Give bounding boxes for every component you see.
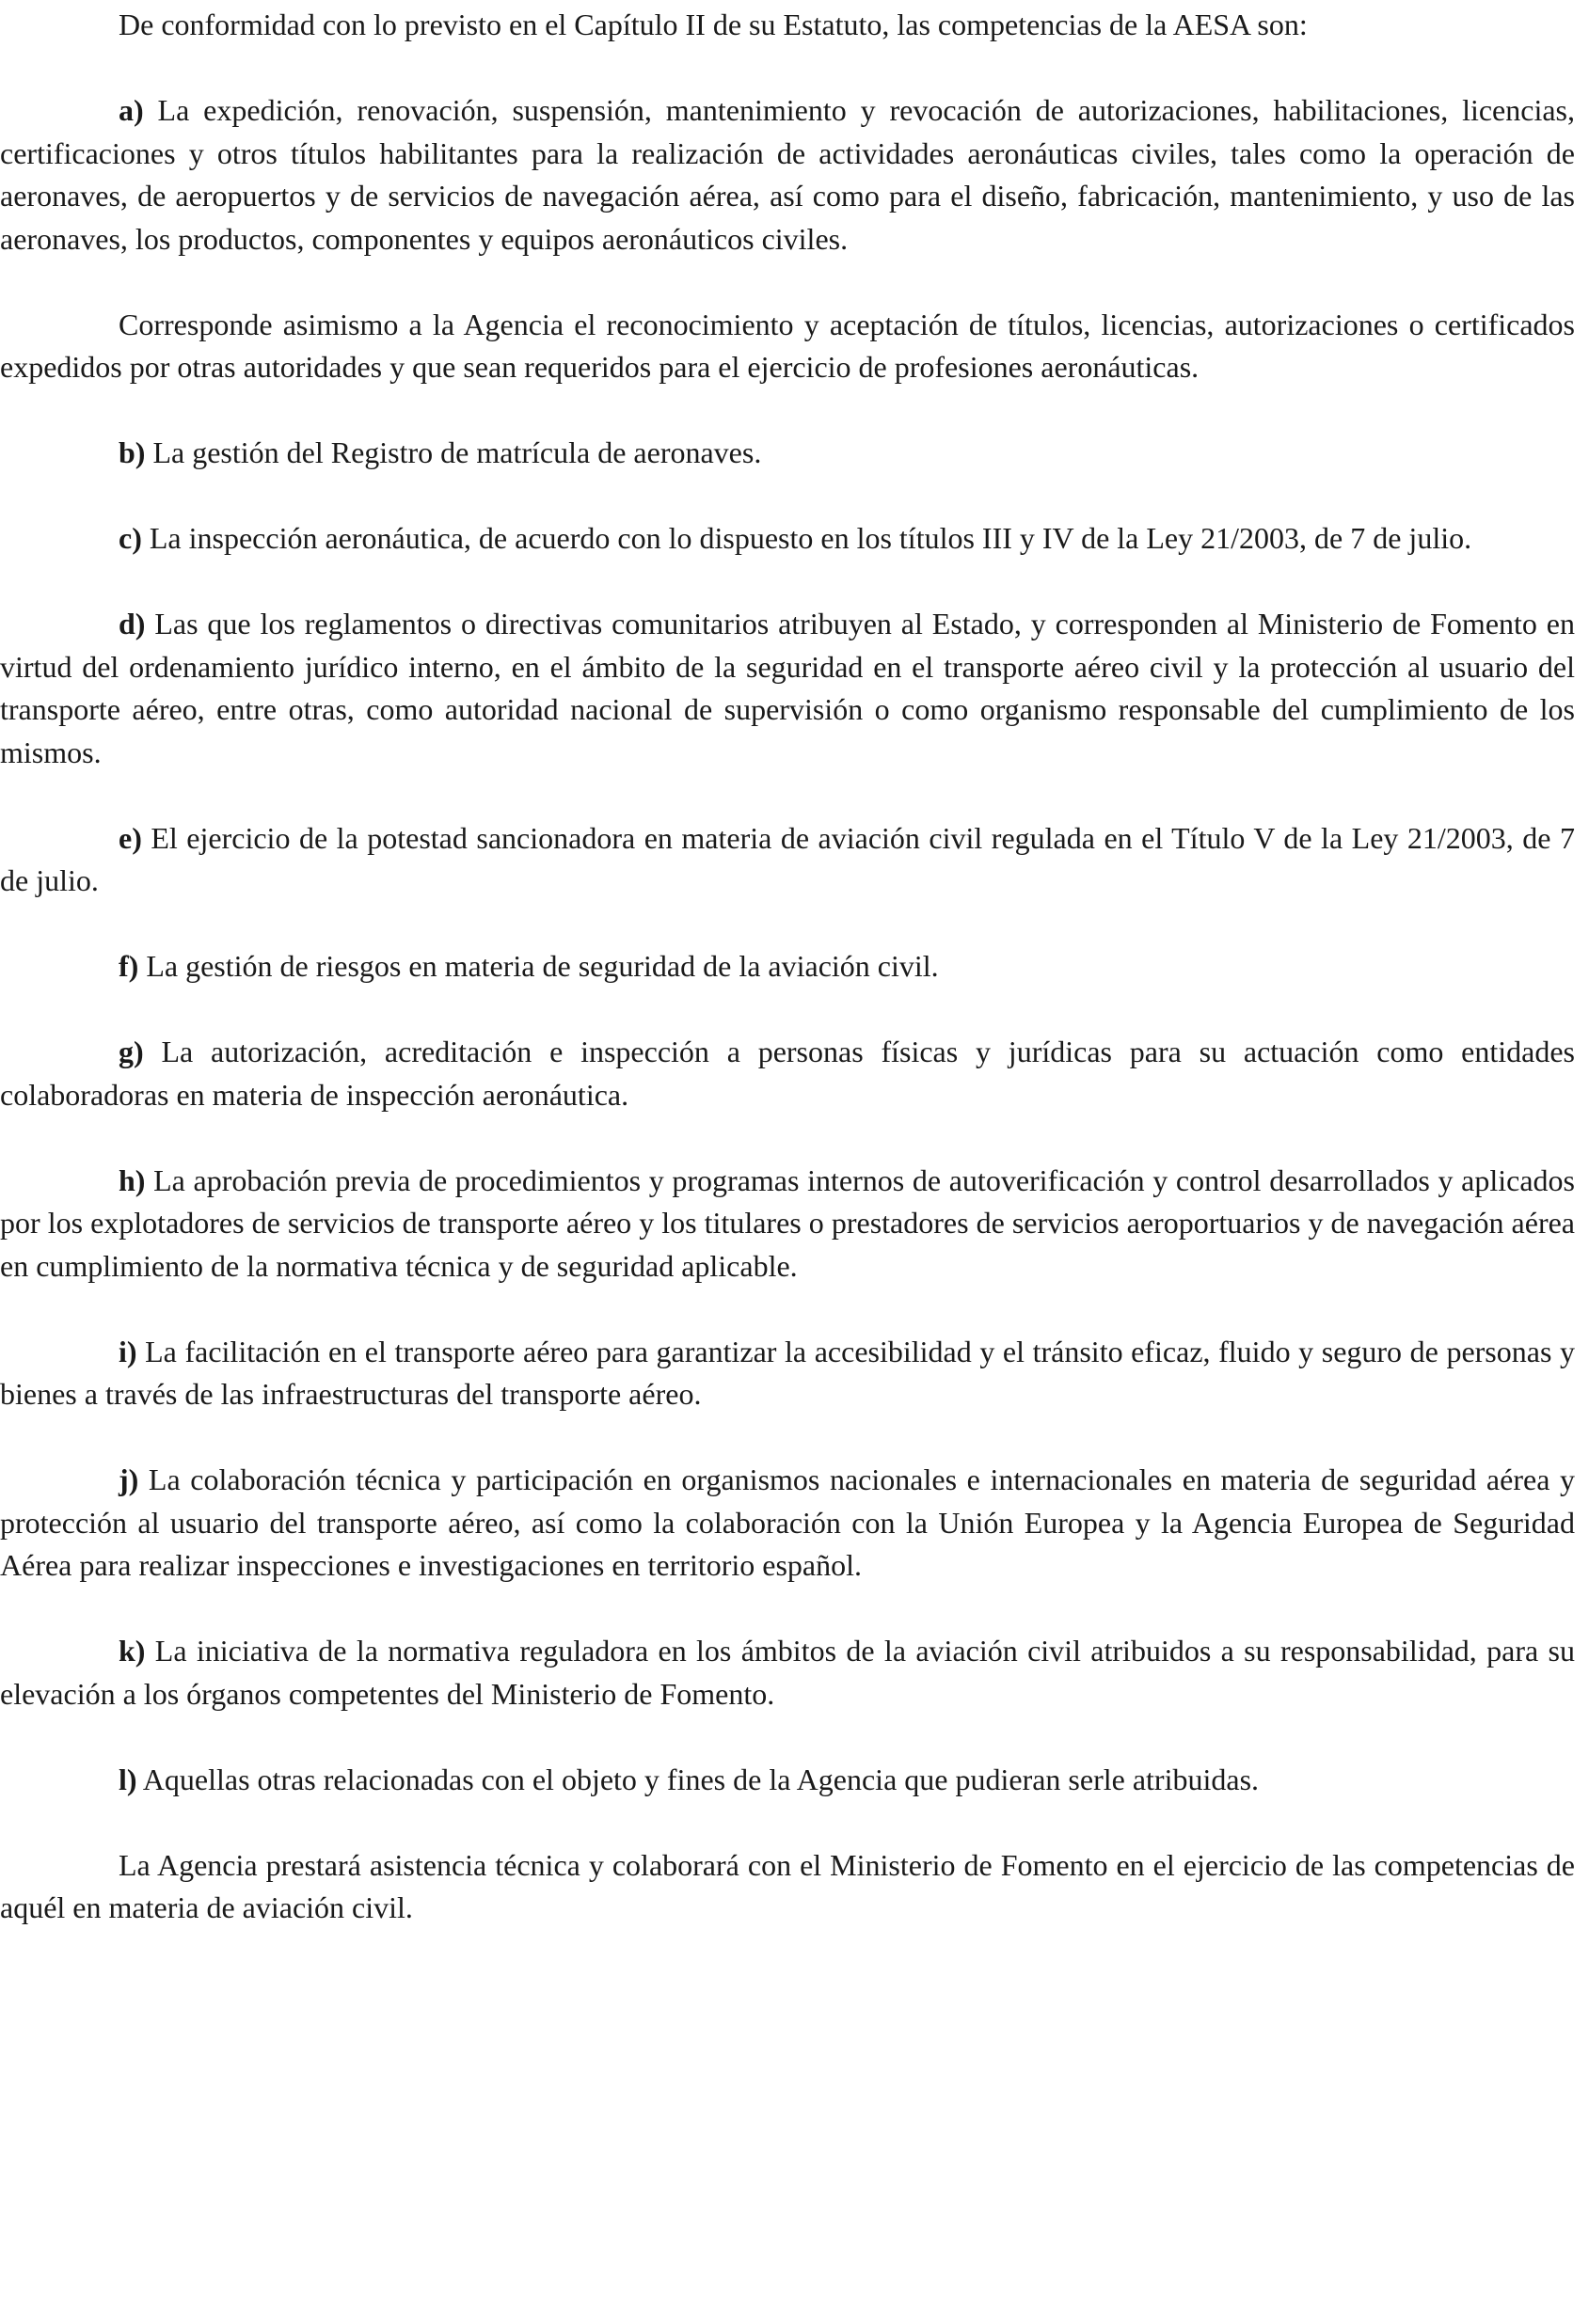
item-text: La inspección aeronáutica, de acuerdo con lo dispuesto en los títulos III y IV de la Ley 21/2003, de 7 de julio. <box>141 521 1472 555</box>
competence-item-h <box>0 1160 1575 1288</box>
competence-item-a <box>0 89 1575 261</box>
competence-item-d <box>0 603 1575 774</box>
item-letter: k) <box>119 1634 146 1668</box>
item-text: La aprobación previa de procedimientos y programas internos de autoverificación y control desarrollados y aplicados por los explotadores de servicios de transporte aéreo y los titulares o prestadores de servicios aeroportuarios y de navegación aérea en cumplimiento de la normativa técnica y de seguridad aplicable. <box>0 1162 1575 1283</box>
item-text: Las que los reglamentos o directivas comunitarios atribuyen al Estado, y corresponden al Ministerio de Fomento en virtud del ordenamiento jurídico interno, en el ámbito de la seguridad en el transporte aéreo civil y la protección al usuario del transporte aéreo, entre otras, como autoridad nacional de supervisión o como organismo responsable del cumplimiento de los mismos. <box>0 607 1575 769</box>
item-letter: a) <box>119 93 144 127</box>
competence-item-j <box>0 1459 1575 1588</box>
item-text: La expedición, renovación, suspensión, mantenimiento y revocación de autorizaciones, habilitaciones, licencias, certificaciones y otros títulos habilitantes para la realización de actividades aeronáuticas civiles, tales como la operación de aeronaves, de aeropuertos y de servicios de navegación aérea, así como para el diseño, fabricación, mantenimiento, y uso de las aeronaves, los productos, componentes y equipos aeronáuticos civiles. <box>0 93 1575 256</box>
item-letter: b) <box>119 435 146 469</box>
closing-paragraph <box>0 1844 1575 1930</box>
item-text: La autorización, acreditación e inspección a personas físicas y jurídicas para su actuación como entidades colaboradoras en materia de inspección aeronáutica. <box>0 1035 1575 1112</box>
item-text: La facilitación en el transporte aéreo para garantizar la accesibilidad y el tránsito eficaz, fluido y seguro de personas y bienes a través de las infraestructuras del transporte aéreo. <box>0 1334 1575 1411</box>
item-letter: i) <box>119 1334 137 1368</box>
item-letter: h) <box>119 1162 146 1197</box>
item-text: La gestión del Registro de matrícula de aeronaves. <box>145 435 762 469</box>
competence-item-i <box>0 1331 1575 1416</box>
item-letter: j) <box>119 1462 139 1496</box>
competence-item-k <box>0 1630 1575 1715</box>
competence-item-l <box>0 1759 1575 1802</box>
item-text: La colaboración técnica y participación en organismos nacionales e internacionales en materia de seguridad aérea y protección al usuario del transporte aéreo, así como la colaboración con la Unión Europea y la Agencia Europea de Seguridad Aérea para realizar inspecciones e investigaciones en territorio español. <box>0 1462 1575 1582</box>
closing-text: La Agencia prestará asistencia técnica y colaborará con el Ministerio de Fomento en el ejercicio de las competencias de aquél en materia de aviación civil. <box>0 1847 1575 1924</box>
item-letter: f) <box>119 949 139 983</box>
item-letter: e) <box>119 820 142 855</box>
item-letter: c) <box>119 521 142 555</box>
competence-item-b <box>0 432 1575 475</box>
intro-text: De conformidad con lo previsto en el Capítulo II de su Estatuto, las competencias de la AESA son: <box>119 8 1308 41</box>
item-letter: g) <box>119 1035 144 1068</box>
item-text: La iniciativa de la normativa reguladora en los ámbitos de la aviación civil atribuidos a su responsabilidad, para su elevación a los órganos competentes del Ministerio de Fomento. <box>0 1634 1575 1711</box>
intro-paragraph <box>0 4 1575 47</box>
document-body <box>0 4 1575 1930</box>
competence-item-f <box>0 945 1575 988</box>
item-text: El ejercicio de la potestad sancionadora en materia de aviación civil regulada en el Título V de la Ley 21/2003, de 7 de julio. <box>0 820 1575 897</box>
item-text: La gestión de riesgos en materia de seguridad de la aviación civil. <box>138 949 939 983</box>
item-text: Aquellas otras relacionadas con el objeto y fines de la Agencia que pudieran serle atribuidas. <box>136 1762 1260 1796</box>
competence-item-e <box>0 817 1575 903</box>
item-letter: l) <box>119 1762 137 1796</box>
competence-item-g <box>0 1031 1575 1116</box>
item-text: Corresponde asimismo a la Agencia el reconocimiento y aceptación de títulos, licencias, autorizaciones o certificados expedidos por otras autoridades y que sean requeridos para el ejercicio de profesiones aeronáuticas. <box>0 307 1575 384</box>
competence-item-c <box>0 517 1575 561</box>
competence-item-a-continuation <box>0 304 1575 389</box>
item-letter: d) <box>119 607 146 640</box>
